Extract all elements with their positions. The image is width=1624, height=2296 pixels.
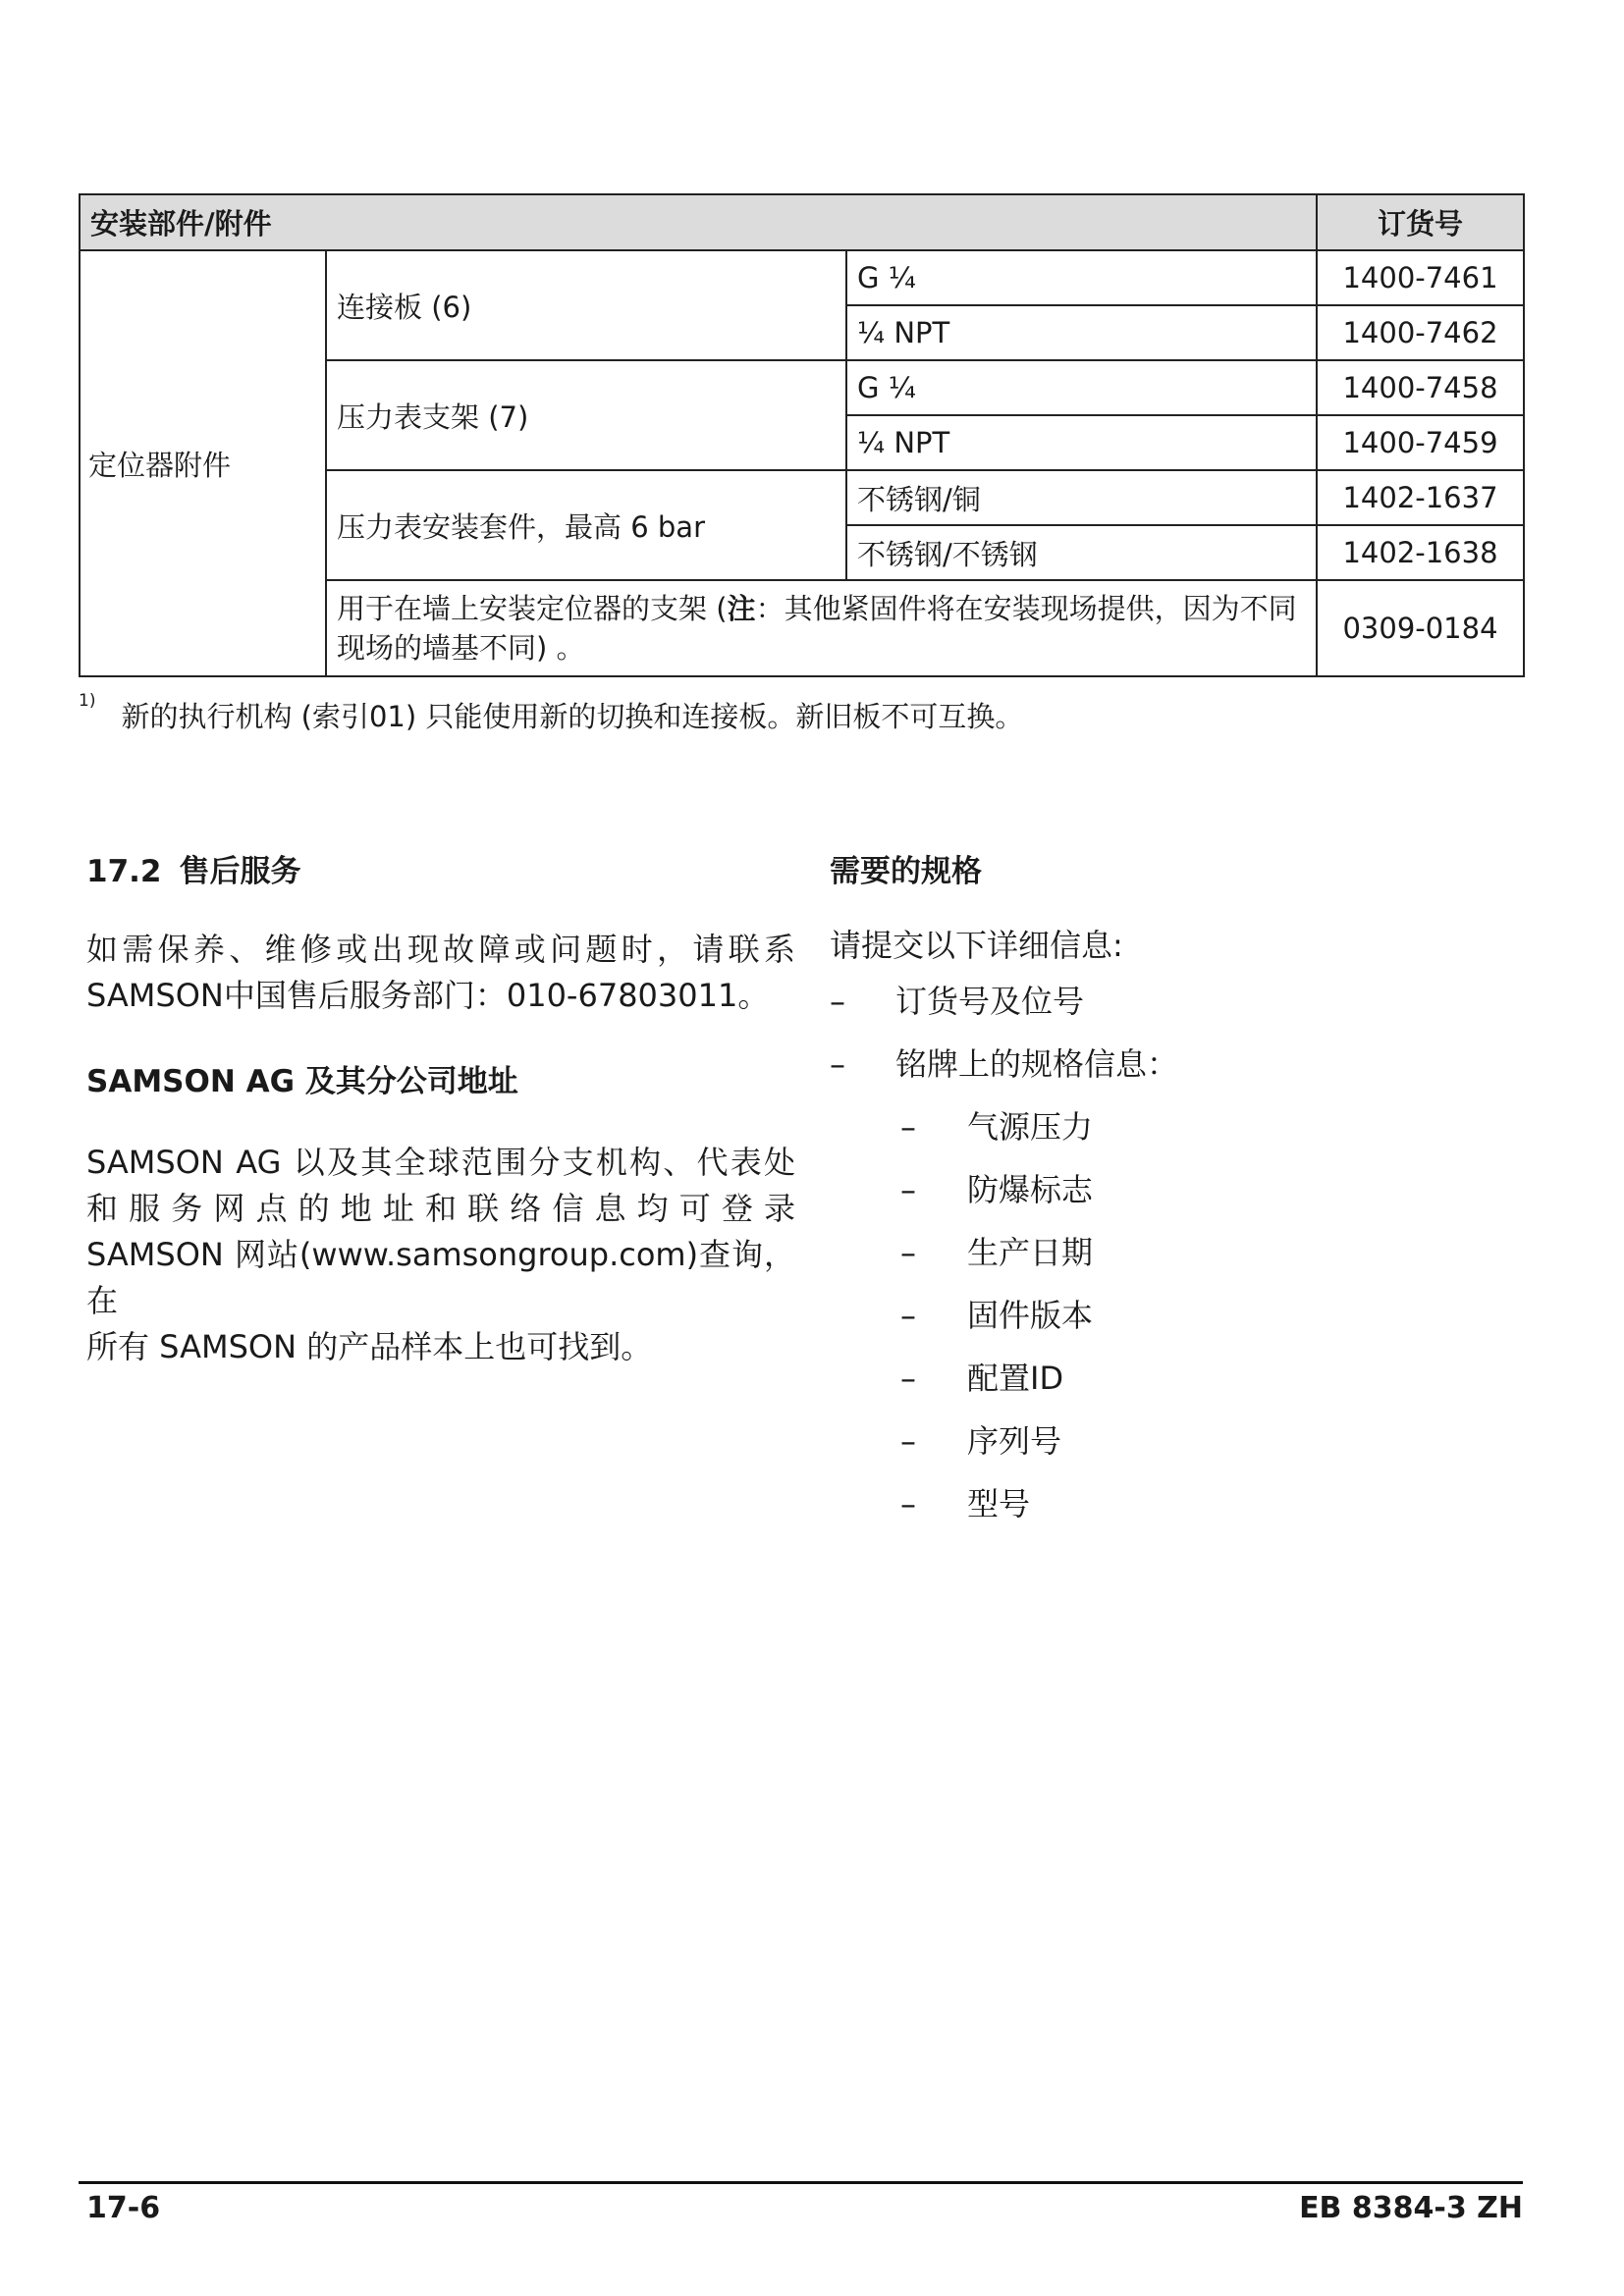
sub-list-item-text: 固件版本 bbox=[967, 1297, 1094, 1334]
item-spec: 不锈钢/铜 bbox=[846, 470, 1317, 525]
address-line4: 所有 SAMSON 的产品样本上也可找到。 bbox=[86, 1328, 653, 1365]
after-sales-section bbox=[86, 842, 795, 1370]
table-header-row bbox=[80, 194, 1524, 250]
footnote-text: 新的执行机构 (索引01) 只能使用新的切换和连接板。新旧板不可互换。 bbox=[121, 700, 1024, 733]
sub-list-item bbox=[830, 1158, 1523, 1221]
order-number: 0309-0184 bbox=[1317, 580, 1524, 676]
address-line1: SAMSON AG 以及其全球范围分支机构、代表处 bbox=[86, 1144, 795, 1181]
group-label: 定位器附件 bbox=[80, 250, 326, 676]
sub-list-item bbox=[830, 1284, 1523, 1347]
order-number: 1400-7459 bbox=[1317, 415, 1524, 470]
sub-list-item-text: 型号 bbox=[967, 1485, 1031, 1522]
item-name: 压力表安装套件，最高 6 bar bbox=[326, 470, 846, 580]
order-number: 1402-1638 bbox=[1317, 525, 1524, 580]
sub-list-item bbox=[830, 1221, 1523, 1284]
subsection-title: SAMSON AG 及其分公司地址 bbox=[86, 1064, 518, 1099]
list-item bbox=[830, 970, 1523, 1033]
item-spec: ¼ NPT bbox=[846, 305, 1317, 360]
sub-list-item-text: 气源压力 bbox=[967, 1108, 1094, 1146]
sub-list-item-text: 序列号 bbox=[967, 1422, 1062, 1460]
service-contact-paragraph bbox=[86, 927, 795, 1019]
dash-bullet: – bbox=[830, 983, 845, 1020]
item-spec: 不锈钢/不锈钢 bbox=[846, 525, 1317, 580]
address-line3: SAMSON 网站(www.samsongroup.com)查询，在 bbox=[86, 1236, 795, 1319]
footer-divider bbox=[79, 2181, 1523, 2184]
item-name: 压力表支架 (7) bbox=[326, 360, 846, 470]
dash-bullet: – bbox=[900, 1422, 916, 1460]
specs-title: 需要的规格 bbox=[830, 854, 982, 889]
service-line1: 如需保养、维修或出现故障或问题时，请联系 bbox=[86, 931, 795, 968]
item-name: 连接板 (6) bbox=[326, 250, 846, 360]
order-number: 1400-7461 bbox=[1317, 250, 1524, 305]
accessories-table bbox=[79, 193, 1525, 677]
list-item-text: 订货号及位号 bbox=[895, 983, 1085, 1020]
sub-list-item-text: 生产日期 bbox=[967, 1234, 1094, 1271]
section-title: 售后服务 bbox=[179, 854, 301, 889]
dash-bullet: – bbox=[830, 1045, 845, 1083]
sub-list-item-text: 配置ID bbox=[967, 1360, 1064, 1397]
document-id: EB 8384-3 ZH bbox=[1299, 2191, 1523, 2225]
footnote bbox=[79, 691, 1024, 735]
item-spec: ¼ NPT bbox=[846, 415, 1317, 470]
sub-list-item bbox=[830, 1472, 1523, 1535]
service-line2: SAMSON中国售后服务部门：010-67803011。 bbox=[86, 977, 770, 1014]
page-number: 17-6 bbox=[86, 2191, 161, 2225]
sub-list-item bbox=[830, 1347, 1523, 1410]
order-number: 1400-7462 bbox=[1317, 305, 1524, 360]
wall-bracket-note-label: 注 bbox=[727, 592, 756, 625]
dash-bullet: – bbox=[900, 1108, 916, 1146]
wall-bracket-description bbox=[326, 580, 1317, 676]
specs-list bbox=[830, 970, 1523, 1535]
header-order-number: 订货号 bbox=[1317, 194, 1524, 250]
order-number: 1402-1637 bbox=[1317, 470, 1524, 525]
list-item bbox=[830, 1033, 1523, 1095]
address-paragraph bbox=[86, 1140, 795, 1370]
dash-bullet: – bbox=[900, 1234, 916, 1271]
dash-bullet: – bbox=[900, 1360, 916, 1397]
sub-list-item-text: 防爆标志 bbox=[967, 1171, 1094, 1208]
header-parts: 安装部件/附件 bbox=[80, 194, 1317, 250]
address-line2: 和服务网点的地址和联络信息均可登录 bbox=[86, 1190, 795, 1227]
section-heading bbox=[86, 842, 795, 901]
sub-list-item bbox=[830, 1095, 1523, 1158]
required-specs-section bbox=[830, 842, 1523, 1535]
section-number: 17.2 bbox=[86, 854, 162, 889]
dash-bullet: – bbox=[900, 1171, 916, 1208]
wall-bracket-line1-post: ：其他紧固件将在安装现场提供，因为不同 bbox=[755, 592, 1297, 625]
item-spec: G ¼ bbox=[846, 360, 1317, 415]
dash-bullet: – bbox=[900, 1297, 916, 1334]
order-number: 1400-7458 bbox=[1317, 360, 1524, 415]
sub-list-item bbox=[830, 1410, 1523, 1472]
footnote-marker: 1) bbox=[79, 691, 96, 711]
dash-bullet: – bbox=[900, 1485, 916, 1522]
wall-bracket-line2: 现场的墙基不同) 。 bbox=[337, 631, 585, 665]
list-item-text: 铭牌上的规格信息： bbox=[895, 1045, 1179, 1083]
table-row bbox=[80, 250, 1524, 305]
wall-bracket-line1-pre: 用于在墙上安装定位器的支架 ( bbox=[337, 592, 728, 625]
specs-intro: 请提交以下详细信息: bbox=[830, 927, 1123, 964]
item-spec: G ¼ bbox=[846, 250, 1317, 305]
